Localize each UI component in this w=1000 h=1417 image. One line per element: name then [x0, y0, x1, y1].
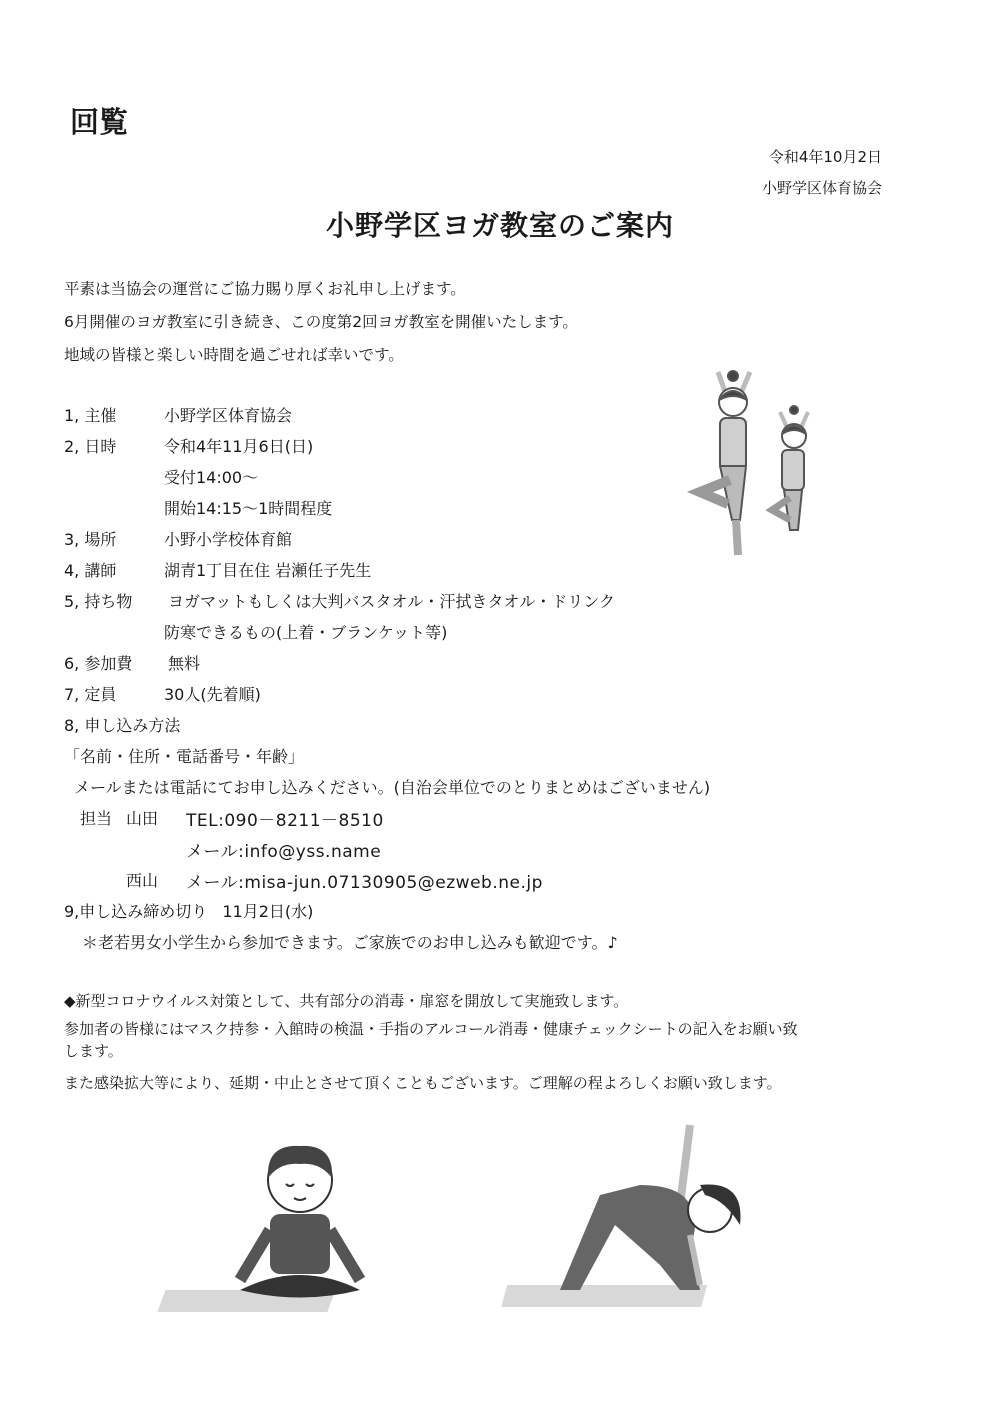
item-place-value: 小野小学校体育館: [164, 530, 293, 549]
covid-line-2b: します。: [64, 1042, 123, 1060]
item-apply-label: 8, 申し込み方法: [64, 716, 181, 735]
issue-date: 令和4年10月2日: [768, 148, 882, 166]
item-capacity-value: 30人(先着順): [164, 685, 261, 704]
intro-line-3: 地域の皆様と楽しい時間を過ごせれば幸いです。: [64, 346, 404, 364]
item-capacity-label: 7, 定員: [64, 685, 117, 704]
item-start-time: 開始14:15～1時間程度: [164, 499, 333, 518]
contact-person-1: 山田: [126, 809, 159, 828]
item-reception-time: 受付14:00～: [164, 468, 259, 487]
covid-line-3: また感染拡大等により、延期・中止とさせて頂くこともございます。ご理解の程よろしくお願い致します。: [64, 1074, 782, 1092]
meditation-boy-illustration-icon: [200, 1140, 400, 1320]
item-datetime-value: 令和4年11月6日(日): [164, 437, 314, 456]
item-datetime: [64, 434, 314, 457]
intro-line-2: 6月開催のヨガ教室に引き続き、この度第2回ヨガ教室を開催いたします。: [64, 313, 578, 331]
item-deadline-value: 11月2日(水): [222, 902, 314, 921]
item-host-value: 小野学区体育協会: [164, 406, 293, 425]
item-deadline-label: 9,申し込み締め切り: [64, 902, 208, 921]
item-datetime-label: 2, 日時: [64, 437, 117, 456]
item-belongings: [64, 589, 616, 612]
contact-person-2: 西山: [126, 871, 159, 890]
page-title: 小野学区ヨガ教室のご案内: [325, 209, 674, 242]
circular-heading: 回覧: [70, 105, 129, 139]
issuer-organization: 小野学区体育協会: [761, 179, 882, 197]
item-place: [64, 527, 293, 550]
item-belongings-value-2: 防寒できるもの(上着・ブランケット等): [164, 623, 448, 642]
apply-note: メールまたは電話にてお申し込みください。(自治会単位でのとりまとめはございません): [74, 778, 711, 797]
item-place-label: 3, 場所: [64, 530, 117, 549]
covid-line-1: ◆新型コロナウイルス対策として、共有部分の消毒・扉窓を開放して実施致します。: [64, 992, 629, 1010]
triangle-pose-woman-illustration-icon: [540, 1125, 760, 1315]
intro-line-1: 平素は当協会の運営にご協力賜り厚くお礼申し上げます。: [64, 280, 466, 298]
contact-label: 担当: [80, 809, 113, 828]
apply-fields: 「名前・住所・電話番号・年齢」: [64, 747, 305, 766]
item-host-label: 1, 主催: [64, 406, 117, 425]
item-remark: ＊老若男女小学生から参加できます。ご家族でのお申し込みも歓迎です。♪: [82, 933, 618, 952]
item-belongings-label: 5, 持ち物: [64, 592, 133, 611]
item-capacity: [64, 682, 261, 705]
family-tree-pose-illustration-icon: [680, 370, 830, 570]
item-belongings-value: ヨガマットもしくは大判バスタオル・汗拭きタオル・ドリンク: [168, 592, 616, 611]
item-fee-label: 6, 参加費: [64, 654, 133, 673]
item-instructor-label: 4, 講師: [64, 561, 117, 580]
covid-line-2a: 参加者の皆様にはマスク持参・入館時の検温・手指のアルコール消毒・健康チェックシートの記入をお願い致: [64, 1020, 798, 1038]
item-deadline: [64, 899, 313, 922]
item-instructor: [64, 558, 372, 581]
contact-tel: TEL:090－8211－8510: [186, 811, 384, 831]
contact-mail-2: メール:misa-jun.07130905@ezweb.ne.jp: [186, 873, 543, 893]
item-fee: [64, 651, 201, 674]
contact-mail-1: メール:info@yss.name: [186, 842, 382, 862]
item-instructor-value: 湖青1丁目在住 岩瀬任子先生: [164, 561, 372, 580]
item-fee-value: 無料: [168, 654, 201, 673]
item-host: [64, 403, 293, 426]
